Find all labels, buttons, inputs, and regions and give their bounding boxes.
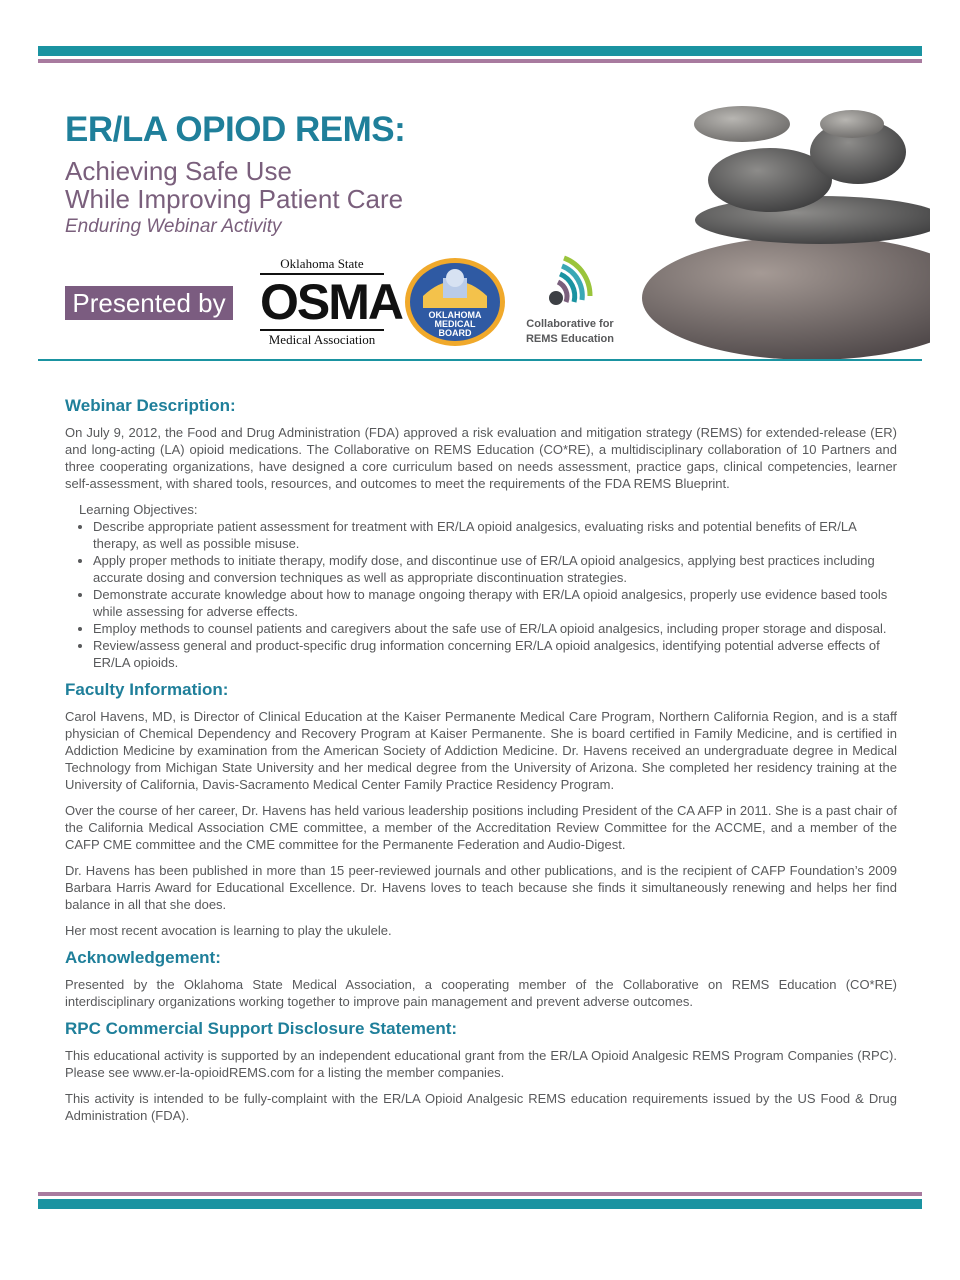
omb-seal-line-1: OKLAHOMA	[428, 310, 482, 320]
core-logo-line-2: REMS Education	[525, 333, 614, 345]
acknowledgement-paragraph: Presented by the Oklahoma State Medical Association, a cooperating member of the Collaborative on REMS Education (CO*RE) interdisciplinary organizations working together to improve pain management and prevent adverse outcomes.	[65, 977, 897, 1009]
learning-objectives	[79, 501, 897, 671]
disclosure-paragraph-1: This educational activity is supported by an independent educational grant from the ER/LA Opioid Analgesic REMS Program Companies (RPC). Please see www.er-la-opioidREMS.com for a listing the member companies.	[65, 1048, 897, 1080]
objectives-label: Learning Objectives:	[79, 502, 198, 517]
objective-item: • Describe appropriate patient assessment for treatment with ER/LA opioid analgesics, evaluating risks and potential benefits of ER/LA therapy, as well as possible misuse.	[93, 518, 897, 552]
acknowledgement-heading: Acknowledgement:	[65, 948, 221, 967]
top-band-purple	[38, 59, 922, 63]
faculty-paragraph-3: Dr. Havens has been published in more than 15 peer-reviewed journals and other publications, and is the recipient of CAFP Foundation’s 2009 Barbara Harris Award for Educational Excellence. Dr. Havens loves to teach because she finds it simultaneously renewing and helps her find balance in all that she does.	[65, 863, 897, 912]
webinar-heading: Webinar Description:	[65, 396, 236, 415]
omb-seal-line-3: BOARD	[438, 328, 472, 338]
objectives-list	[79, 518, 897, 671]
bottom-decorative-band	[38, 1192, 922, 1209]
osma-logo-wordmark: OSMA	[260, 274, 402, 330]
page-title: ER/LA OPIOD REMS:	[65, 110, 406, 149]
bottom-band-teal	[38, 1199, 922, 1209]
objective-item: • Apply proper methods to initiate therapy, modify dose, and discontinue use of ER/LA opioid analgesics, applying best practices including accurate dosing and conversion techniques as well as appropriate discontinuation strategies.	[93, 552, 897, 586]
stacked-stones-image	[640, 100, 930, 365]
oklahoma-medical-board-seal	[403, 256, 507, 353]
disclosure-heading: RPC Commercial Support Disclosure Statement:	[65, 1019, 458, 1038]
osma-logo	[260, 256, 402, 348]
header-divider	[38, 359, 922, 361]
main-content	[65, 396, 897, 1124]
core-arcs-icon	[538, 252, 602, 312]
osma-logo-top-text: Oklahoma State	[280, 256, 364, 271]
top-band-teal	[38, 46, 922, 56]
objective-item: • Employ methods to counsel patients and caregivers about the safe use of ER/LA opioid analgesics, including proper storage and disposal.	[93, 620, 897, 637]
webinar-paragraph: On July 9, 2012, the Food and Drug Administration (FDA) approved a risk evaluation and mitigation strategy (REMS) for extended-release (ER) and long-acting (LA) opioid medications. The Collaborative on REMS Education (CO*RE), a multidisciplinary collaboration of 10 Partners and three cooperating organizations, have designed a core curriculum based on needs assessment, practice gaps, clinical competencies, learner self-assessment, with shared tools, resources, and outcomes to meet the requirements of the FDA REMS Blueprint.	[65, 425, 897, 491]
faculty-paragraph-4: Her most recent avocation is learning to play the ukulele.	[65, 923, 392, 938]
osma-logo-bottom-text: Medical Association	[268, 332, 376, 347]
subtitle-line-3: Enduring Webinar Activity	[65, 216, 282, 237]
disclosure-paragraph-2: This activity is intended to be fully-complaint with the ER/LA Opioid Analgesic REMS education requirements issued by the US Food & Drug Administration (FDA).	[65, 1091, 897, 1123]
objective-item: • Demonstrate accurate knowledge about how to manage ongoing therapy with ER/LA opioid analgesics, properly use evidence based tools while assessing for adverse effects.	[93, 586, 897, 620]
omb-seal-icon	[403, 256, 507, 348]
core-logo	[514, 252, 626, 347]
stacked-stones-icon	[640, 100, 930, 360]
subtitle-line-2: While Improving Patient Care	[65, 184, 404, 214]
faculty-paragraph-1: Carol Havens, MD, is Director of Clinical Education at the Kaiser Permanente Medical Care Program, Northern California Region, and is a staff physician of Chemical Dependency and Recovery Program at Kaiser Permanente. She is board certified in Family Medicine, and is certified in Addiction Medicine by examination from the American Society of Addiction Medicine. Dr. Havens received an undergraduate degree in Medical Technology from Michigan State University and her medical degree from the University of Arizona. She completed her residency training at the University of California, Davis-Sacramento Medical Center Family Practice Residency Program.	[65, 709, 897, 792]
objective-item: • Review/assess general and product-specific drug information concerning ER/LA opioid analgesics, identifying potential adverse effects of ER/LA opioids.	[93, 637, 897, 671]
top-decorative-band	[38, 46, 922, 63]
bottom-band-purple	[38, 1192, 922, 1196]
faculty-heading: Faculty Information:	[65, 680, 229, 699]
core-logo-line-1: Collaborative for	[526, 318, 614, 330]
presented-by-badge: Presented by	[65, 286, 233, 320]
omb-seal-line-2: MEDICAL	[434, 319, 476, 329]
faculty-paragraph-2: Over the course of her career, Dr. Havens has held various leadership positions including President of the CA AFP in 2011. She is a past chair of the California Medical Association CME committee, a member of the Accreditation Review Committee for the ACCME, and a member of the CAFP CME committee and the CME committee for the Permanente Federation and Audio-Digest.	[65, 803, 897, 852]
subtitle-line-1: Achieving Safe Use	[65, 156, 292, 186]
